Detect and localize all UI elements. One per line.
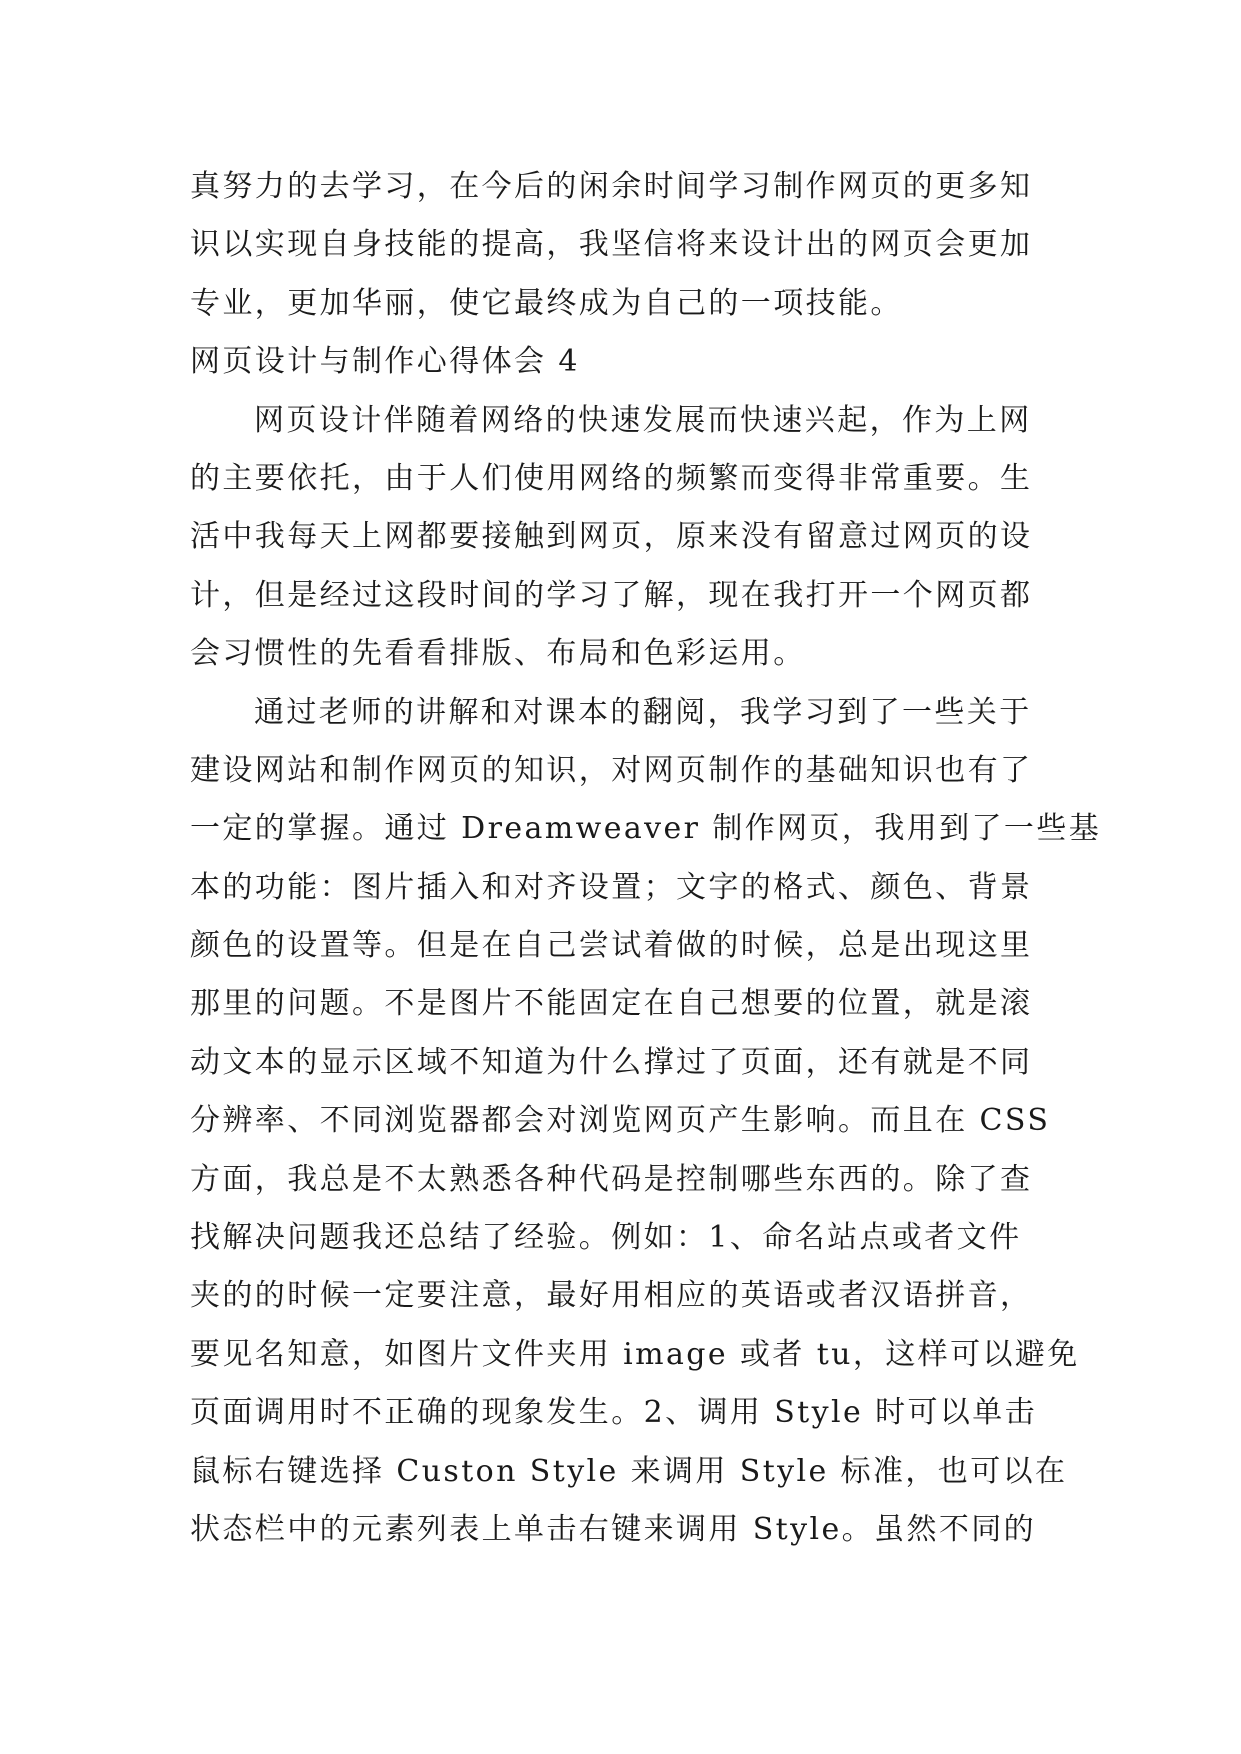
- text-line: 方面，我总是不太熟悉各种代码是控制哪些东西的。除了查: [190, 1161, 1033, 1197]
- text-line: 颜色的设置等。但是在自己尝试着做的时候，总是出现这里: [190, 928, 1033, 964]
- document-body: [190, 158, 1102, 1559]
- paragraph-first-line: 通过老师的讲解和对课本的翻阅，我学习到了一些关于: [254, 694, 1032, 730]
- text-line: 建设网站和制作网页的知识，对网页制作的基础知识也有了: [190, 752, 1033, 788]
- text-line: 的主要依托，由于人们使用网络的频繁而变得非常重要。生: [190, 460, 1033, 496]
- section-heading: 网页设计与制作心得体会 4: [190, 344, 580, 380]
- text-line: 分辨率、不同浏览器都会对浏览网页产生影响。而且在 CSS: [190, 1103, 1051, 1139]
- text-line: 找解决问题我还总结了经验。例如：1、命名站点或者文件: [190, 1220, 1022, 1256]
- text-line: 专业，更加华丽，使它最终成为自己的一项技能。: [190, 285, 903, 321]
- text-line: 本的功能：图片插入和对齐设置；文字的格式、颜色、背景: [190, 869, 1033, 905]
- text-line: 真努力的去学习，在今后的闲余时间学习制作网页的更多知: [190, 169, 1033, 204]
- text-line: 一定的掌握。通过 Dreamweaver 制作网页，我用到了一些基: [190, 811, 1102, 847]
- text-line: 夹的的时候一定要注意，最好用相应的英语或者汉语拼音，: [190, 1278, 1033, 1314]
- text-line: 动文本的显示区域不知道为什么撑过了页面，还有就是不同: [190, 1044, 1033, 1080]
- text-line: 识以实现自身技能的提高，我坚信将来设计出的网页会更加: [190, 227, 1033, 263]
- text-line: 计，但是经过这段时间的学习了解，现在我打开一个网页都: [190, 577, 1033, 613]
- text-line: 页面调用时不正确的现象发生。2、调用 Style 时可以单击: [190, 1395, 1038, 1431]
- text-line: 要见名知意，如图片文件夹用 image 或者 tu，这样可以避免: [190, 1336, 1080, 1372]
- text-line: 活中我每天上网都要接触到网页，原来没有留意过网页的设: [190, 519, 1033, 555]
- text-line: 会习惯性的先看看排版、布局和色彩运用。: [190, 636, 806, 672]
- paragraph-first-line: 网页设计伴随着网络的快速发展而快速兴起，作为上网: [254, 402, 1032, 438]
- text-line: 状态栏中的元素列表上单击右键来调用 Style。虽然不同的: [190, 1511, 1037, 1547]
- text-line: 鼠标右键选择 Custon Style 来调用 Style 标准，也可以在: [190, 1453, 1068, 1489]
- text-line: 那里的问题。不是图片不能固定在自己想要的位置，就是滚: [190, 986, 1033, 1022]
